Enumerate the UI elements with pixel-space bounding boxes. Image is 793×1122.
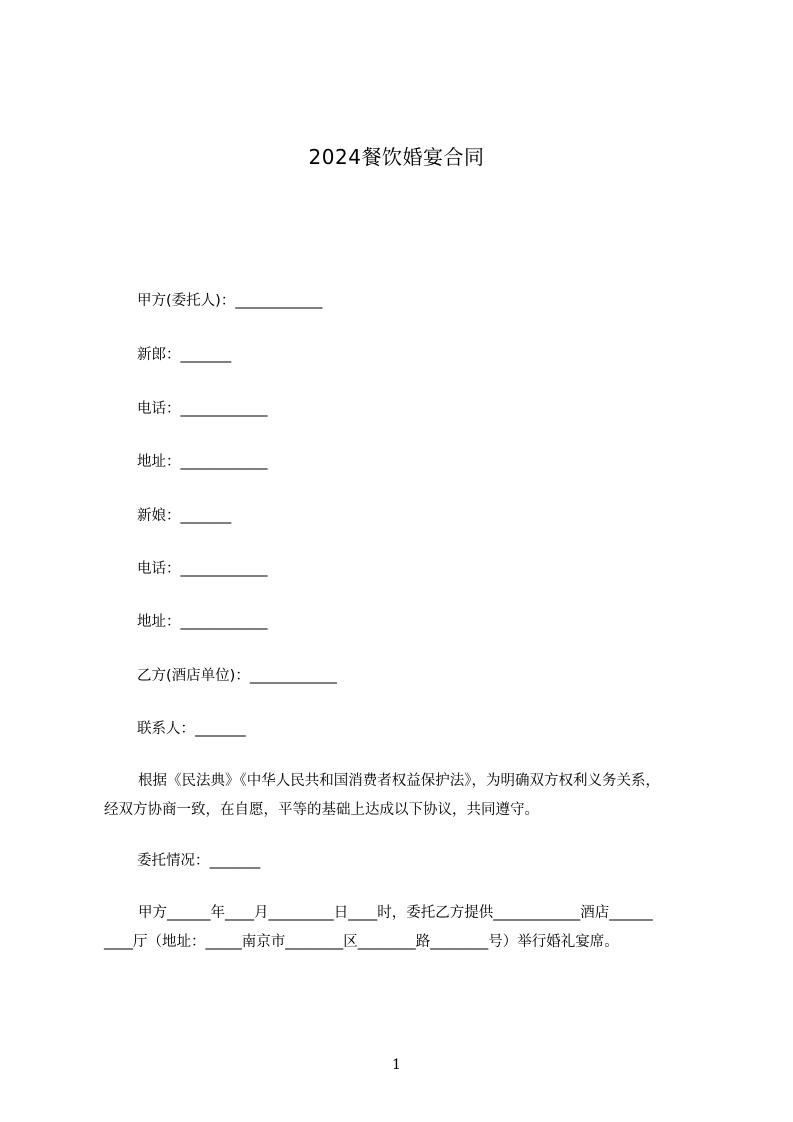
- contact-field: 联系人：_______: [137, 721, 246, 737]
- party-b-field: 乙方(酒店单位)：____________: [137, 668, 337, 684]
- document-title: 2024餐饮婚宴合同: [308, 145, 485, 169]
- entrust-situation-field: 委托情况：_______: [137, 853, 261, 869]
- bride-address-field: 地址：____________: [137, 614, 268, 630]
- bride-phone-field: 电话：____________: [137, 561, 268, 577]
- preamble-line-1: 根据《民法典》《中华人民共和国消费者权益保护法》，为明确双方权利义务关系，: [138, 773, 660, 789]
- entrust-paragraph: [104, 899, 704, 957]
- entrust-line-1: 甲方______年____月_________日____时，委托乙方提供____________酒店______: [138, 905, 653, 921]
- preamble-line-2: 经双方协商一致，在自愿，平等的基础上达成以下协议，共同遵守。: [104, 802, 539, 818]
- groom-field: 新郎：_______: [137, 347, 232, 363]
- party-a-field: 甲方(委托人)：____________: [137, 293, 323, 309]
- entrust-line-2: ____厅（地址：_____南京市________区________路________号）举行婚礼宴席。: [104, 934, 619, 950]
- groom-phone-field: 电话：____________: [137, 401, 268, 417]
- bride-field: 新娘：_______: [137, 508, 232, 524]
- preamble-paragraph: [104, 767, 704, 825]
- page-number: 1: [392, 1057, 401, 1073]
- groom-address-field: 地址：____________: [137, 454, 268, 470]
